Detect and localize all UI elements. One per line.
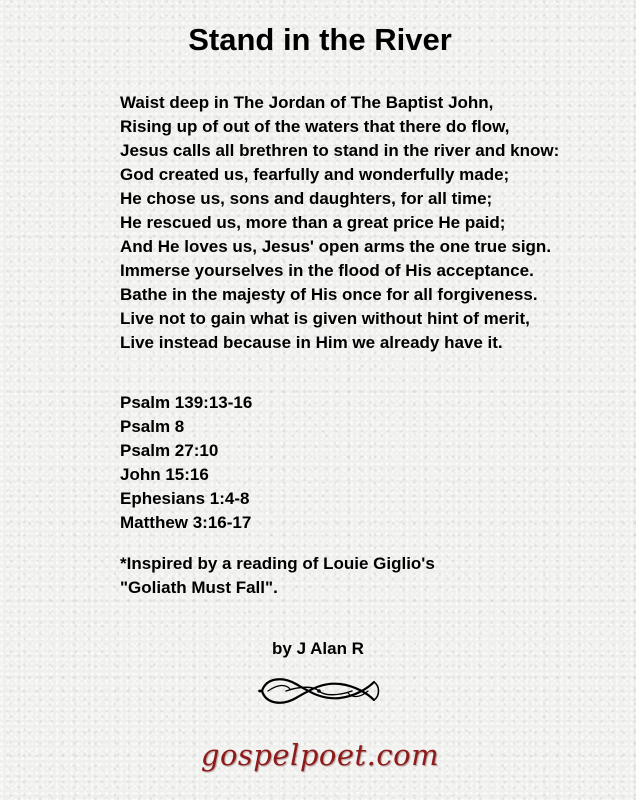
- scripture-reference: Ephesians 1:4-8: [120, 489, 250, 508]
- scripture-reference: Psalm 139:13-16: [120, 393, 253, 412]
- poem-line: And He loves us, Jesus' open arms the one true sign.: [120, 237, 552, 256]
- scripture-reference: Psalm 27:10: [120, 441, 219, 460]
- poem-line: Jesus calls all brethren to stand in the river and know:: [120, 141, 560, 160]
- poem-line: He rescued us, more than a great price He paid;: [120, 213, 506, 232]
- poem-line: Rising up of out of the waters that there do flow,: [120, 117, 510, 136]
- poem-line: God created us, fearfully and wonderfully made;: [120, 165, 510, 184]
- scripture-reference: John 15:16: [120, 465, 209, 484]
- poem-line: He chose us, sons and daughters, for all time;: [120, 189, 493, 208]
- poem-line: Live not to gain what is given without hint of merit,: [120, 309, 530, 328]
- scripture-reference: Psalm 8: [120, 417, 185, 436]
- poem-line: Waist deep in The Jordan of The Baptist John,: [120, 93, 494, 112]
- poem-line: Immerse yourselves in the flood of His acceptance.: [120, 261, 534, 280]
- note-line: *Inspired by a reading of Louie Giglio's: [120, 554, 435, 573]
- poem-line: Live instead because in Him we already have it.: [120, 333, 503, 352]
- poem-body: [120, 91, 559, 355]
- scripture-reference: Matthew 3:16-17: [120, 513, 252, 532]
- inspiration-note: [120, 552, 435, 600]
- poem-title: Stand in the River: [188, 22, 452, 57]
- scroll-flourish-icon: [256, 672, 382, 710]
- website-logo: gospelpoet.com: [200, 738, 440, 772]
- note-line: "Goliath Must Fall".: [120, 578, 278, 597]
- poem-line: Bathe in the majesty of His once for all forgiveness.: [120, 285, 538, 304]
- scripture-references: [120, 391, 252, 535]
- author-byline: by J Alan R: [272, 639, 364, 658]
